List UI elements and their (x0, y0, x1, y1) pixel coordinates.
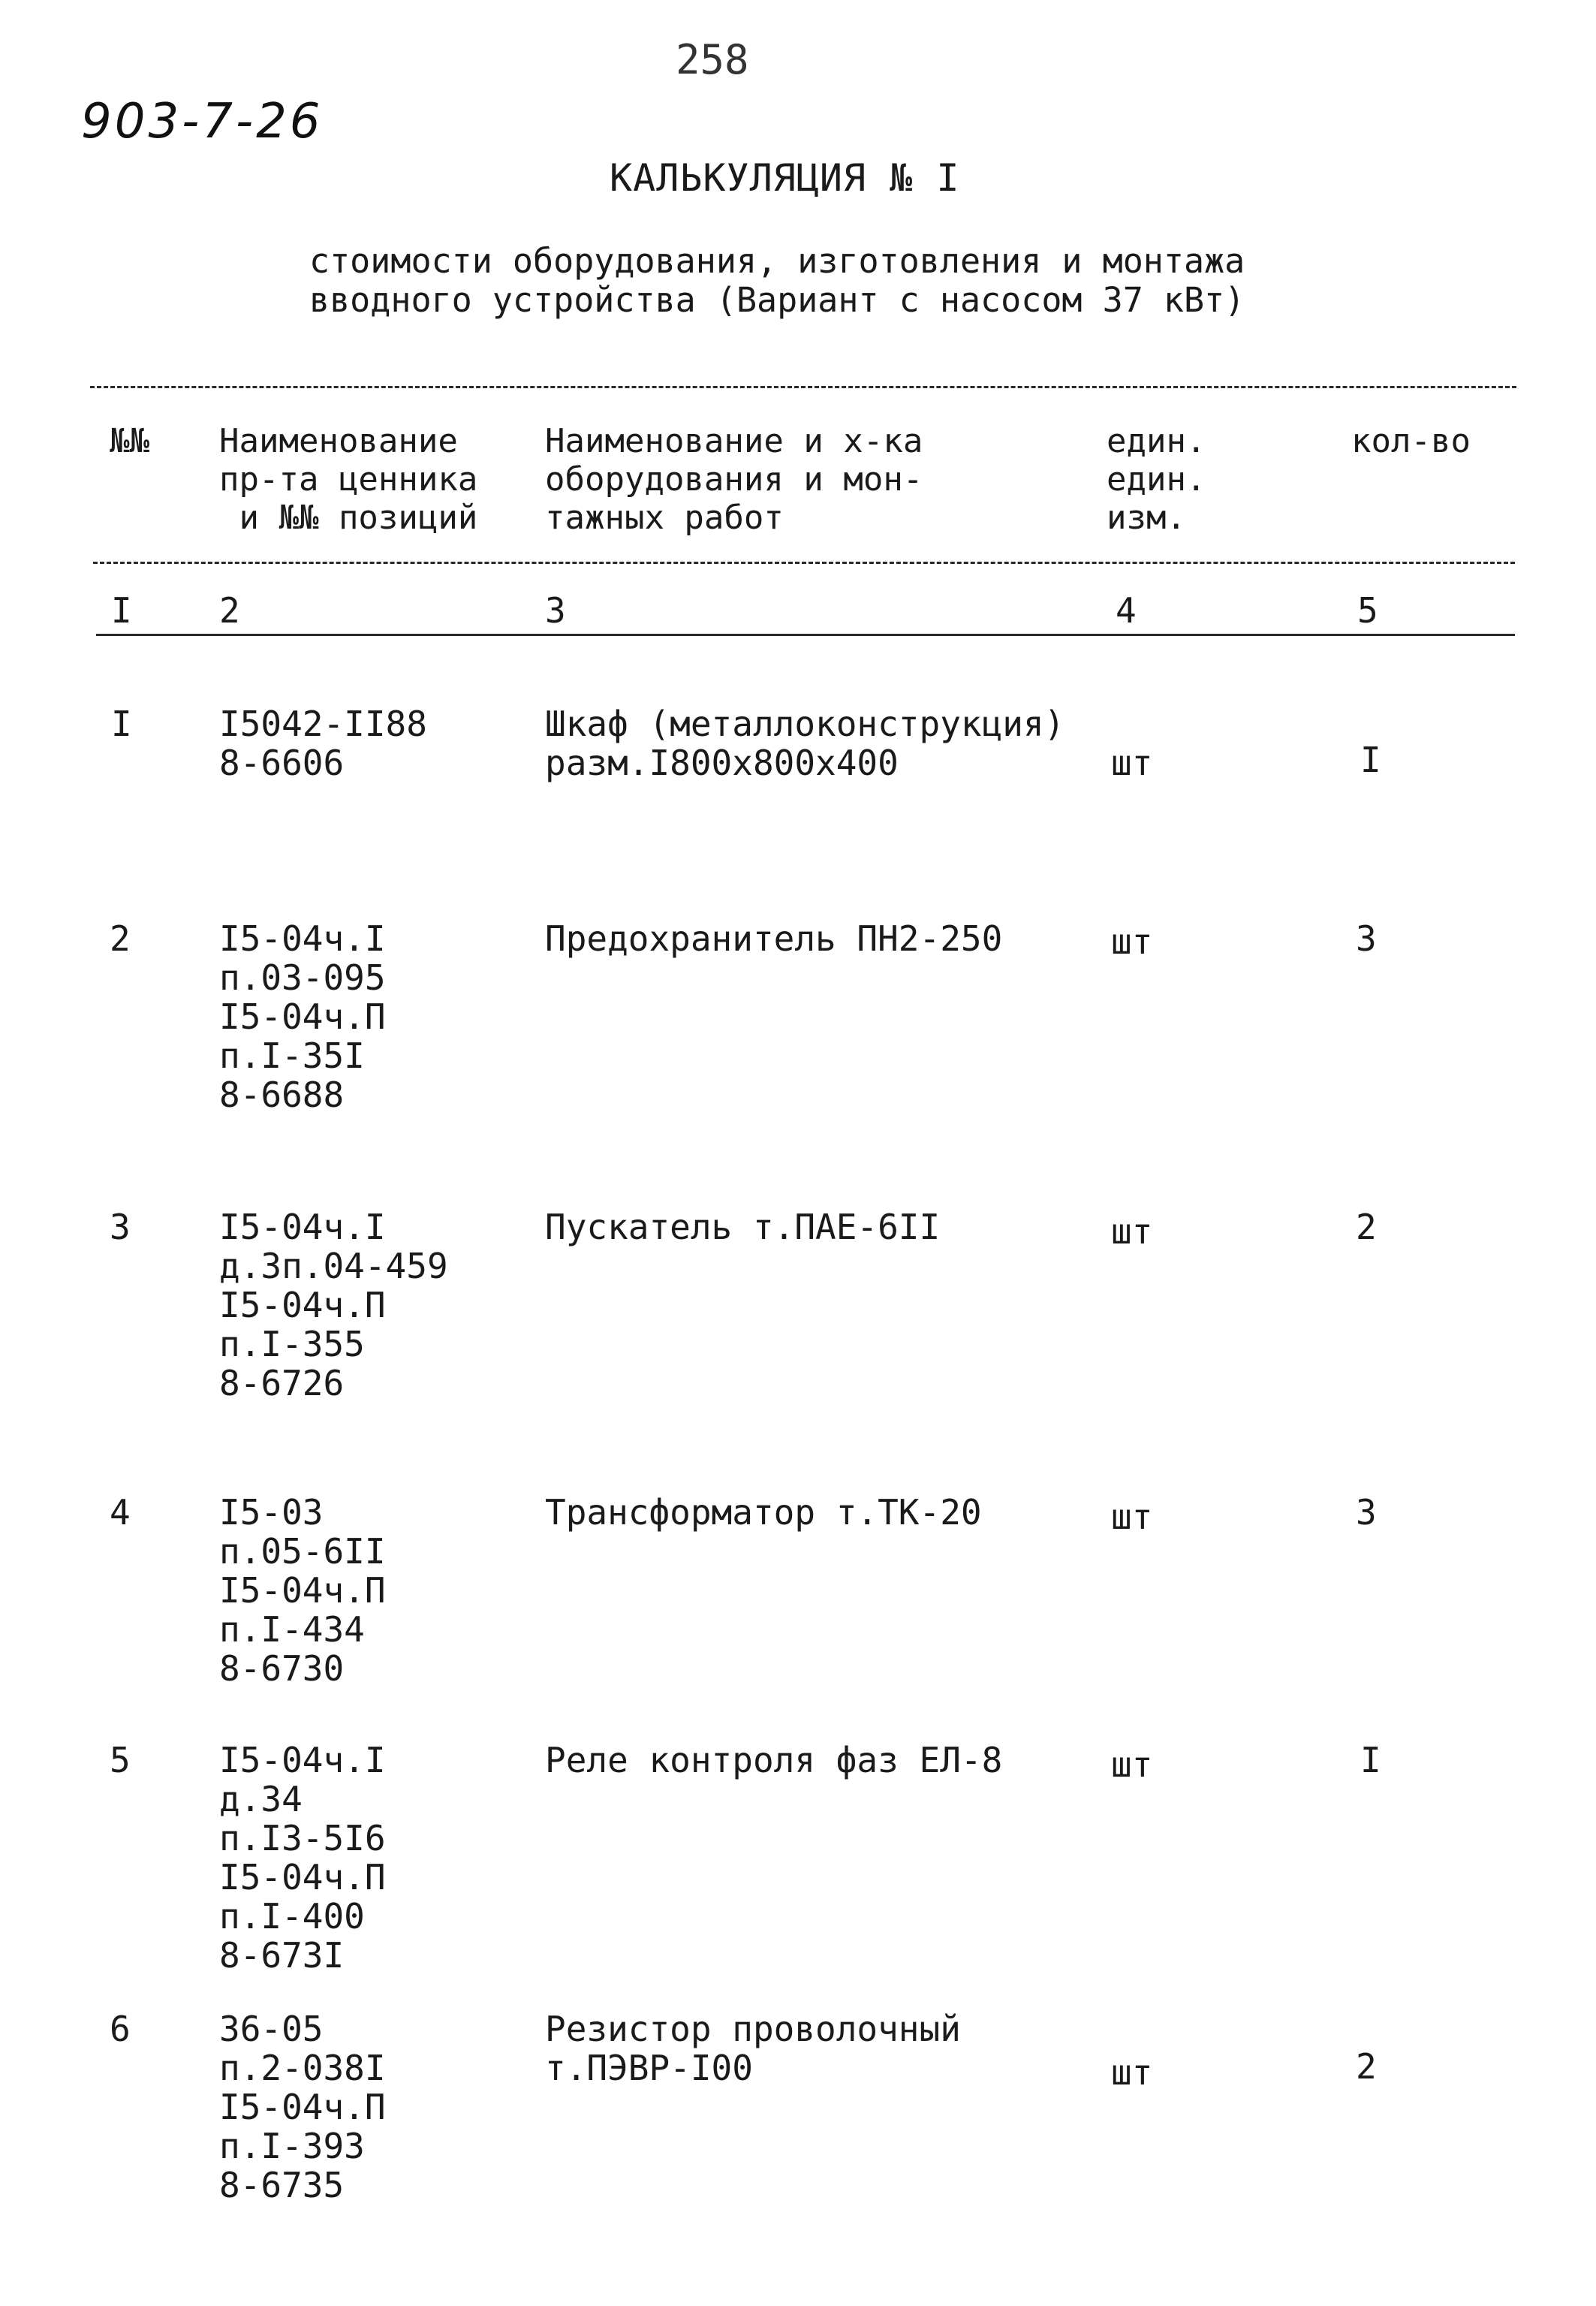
row-6-price-code: 36-05 п.2-038I I5-04ч.П п.I-393 8-6735 (219, 2009, 386, 2205)
row-5-unit: шт (1111, 1744, 1153, 1785)
row-4-number: 4 (110, 1492, 131, 1533)
row-1-price-code: I5042-II88 8-6606 (219, 704, 427, 783)
row-2-number: 2 (110, 918, 131, 959)
document-title: КАЛЬКУЛЯЦИЯ № I (610, 156, 960, 200)
row-3-number: 3 (110, 1207, 131, 1247)
row-2-price-code: I5-04ч.I п.03-095 I5-04ч.П п.I-35I 8-6688 (219, 918, 386, 1115)
row-5-quantity: I (1360, 1740, 1381, 1780)
header-unit: един. един. изм. (1107, 422, 1206, 537)
header-number: №№ (110, 422, 149, 460)
column-number-1: I (111, 590, 132, 631)
row-1-quantity: I (1360, 740, 1381, 780)
header-quantity: кол-во (1351, 422, 1471, 460)
row-3-price-code: I5-04ч.I д.3п.04-459 I5-04ч.П п.I-355 8-6726 (219, 1207, 448, 1403)
row-4-equipment-name: Трансформатор т.ТК-20 (545, 1492, 982, 1533)
header-equipment-name: Наименование и х-ка оборудования и мон- тажных работ (545, 422, 923, 537)
row-5-equipment-name: Реле контроля фаз ЕЛ-8 (545, 1740, 1003, 1780)
row-5-number: 5 (110, 1740, 131, 1780)
row-1-unit: шт (1111, 743, 1153, 783)
table-top-rule (90, 386, 1516, 388)
column-numbers-rule (96, 634, 1515, 636)
subtitle-line-1: стоимости оборудования, изготовления и монтажа (309, 241, 1245, 281)
column-number-2: 2 (219, 590, 240, 631)
row-6-equipment-name: Резистор проволочный т.ПЭВР-I00 (545, 2009, 961, 2088)
document-subtitle (309, 242, 1245, 320)
row-5-price-code: I5-04ч.I д.34 п.I3-5I6 I5-04ч.П п.I-400 8-673I (219, 1740, 386, 1976)
column-number-5: 5 (1357, 590, 1378, 631)
row-3-quantity: 2 (1356, 1207, 1377, 1247)
row-3-equipment-name: Пускатель т.ПАЕ-6II (545, 1207, 941, 1247)
page-number: 258 (676, 36, 749, 83)
row-1-equipment-name: Шкаф (металлоконструкция) разм.I800x800x400 (545, 704, 1065, 783)
column-number-3: 3 (545, 590, 566, 631)
row-6-unit: шт (1111, 2052, 1153, 2093)
row-2-equipment-name: Предохранитель ПН2-250 (545, 918, 1003, 959)
row-1-number: I (111, 704, 132, 744)
table-header-rule (93, 562, 1515, 564)
row-4-price-code: I5-03 п.05-6II I5-04ч.П п.I-434 8-6730 (219, 1492, 386, 1689)
document-code: 903-7-26 (81, 94, 324, 149)
row-6-quantity: 2 (1356, 2046, 1377, 2087)
row-2-quantity: 3 (1356, 918, 1377, 959)
header-price-item: Наименование пр-та ценника и №№ позиций (219, 422, 478, 537)
row-4-unit: шт (1111, 1497, 1153, 1537)
row-4-quantity: 3 (1356, 1492, 1377, 1533)
column-number-4: 4 (1116, 590, 1137, 631)
row-6-number: 6 (110, 2009, 131, 2049)
row-3-unit: шт (1111, 1211, 1153, 1252)
subtitle-line-2: вводного устройства (Вариант с насосом 37 кВт) (309, 280, 1245, 320)
row-2-unit: шт (1111, 921, 1153, 962)
